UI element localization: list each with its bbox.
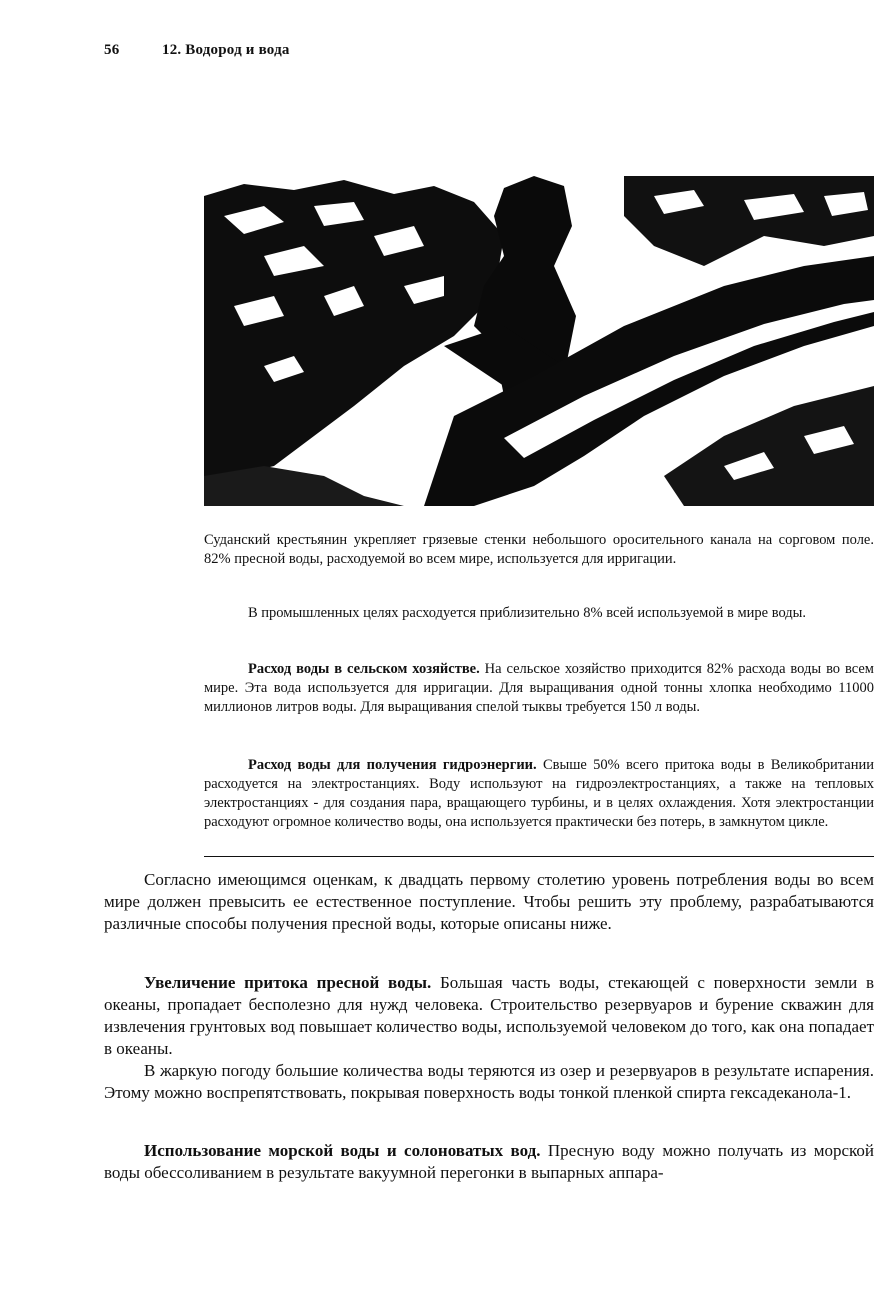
- chapter-title: 12. Водород и вода: [162, 42, 290, 58]
- hydro-water-paragraph: [204, 756, 874, 832]
- figure-caption: Суданский крестьянин укрепляет грязевые стенки небольшого оросительного канала на сорговом поле. 82% пресной воды, расходуемой во всем мире, используется для ирригации.: [204, 532, 874, 567]
- agriculture-text: На сельское хозяйство приходится 82% расхода воды во всем мире. Эта вода используется для ирригации. Для выращивания одной тонны хлопка необходимо 11000 миллионов литров воды. Для выращивания спелой тыквы требуется 150 л воды.: [204, 661, 874, 715]
- evaporation-paragraph: [104, 1060, 874, 1104]
- agriculture-water-paragraph: [204, 660, 874, 717]
- agriculture-heading: Расход воды в сельском хозяйстве.: [248, 661, 480, 677]
- inflow-text: Большая часть воды, стекающей с поверхности земли в океаны, пропадает бесполезно для нужд человека. Строительство резервуаров и бурение скважин для извлечения грунтовых вод повышает количество воды, используемой человеком до того, как она попадает в океаны.: [104, 973, 874, 1058]
- inflow-heading: Увеличение притока пресной воды.: [144, 973, 432, 992]
- irrigation-photo: [204, 176, 874, 506]
- seawater-heading: Использование морской воды и солоноватых вод.: [144, 1141, 541, 1160]
- sidebar-divider: [204, 856, 874, 857]
- intro-paragraph: [104, 869, 874, 935]
- running-head: [104, 42, 290, 59]
- evaporation-text: В жаркую погоду большие количества воды теряются из озер и резервуаров в результате испарения. Этому можно воспрепятствовать, покрывая поверхность воды тонкой пленкой спирта гексадеканола-1.: [104, 1061, 874, 1102]
- hydro-heading: Расход воды для получения гидроэнергии.: [248, 757, 537, 773]
- seawater-paragraph: [104, 1140, 874, 1184]
- hydro-text: Свыше 50% всего притока воды в Великобритании расходуется на электростанциях. Воду используют на гидроэлектростанциях, а также на тепловых электростанциях - для создания пара, вращающего турбины, и в целях охлаждения. Хотя электростанции расходуют огромное количество воды, она используется практически без потерь, в замкнутом цикле.: [204, 757, 874, 830]
- intro-text: Согласно имеющимся оценкам, к двадцать первому столетию уровень потребления воды во всем мире должен превысить ее естественное поступление. Чтобы решить эту проблему, разрабатываются различные способы получения пресной воды, которые описаны ниже.: [104, 870, 874, 933]
- industry-text: В промышленных целях расходуется приблизительно 8% всей используемой в мире воды.: [248, 605, 807, 621]
- inflow-paragraph: [104, 972, 874, 1060]
- industry-water-paragraph: [204, 604, 874, 623]
- seawater-text: Пресную воду можно получать из морской воды обессоливанием в результате вакуумной перегонки в выпарных аппара-: [104, 1141, 874, 1182]
- page-number: 56: [104, 42, 120, 58]
